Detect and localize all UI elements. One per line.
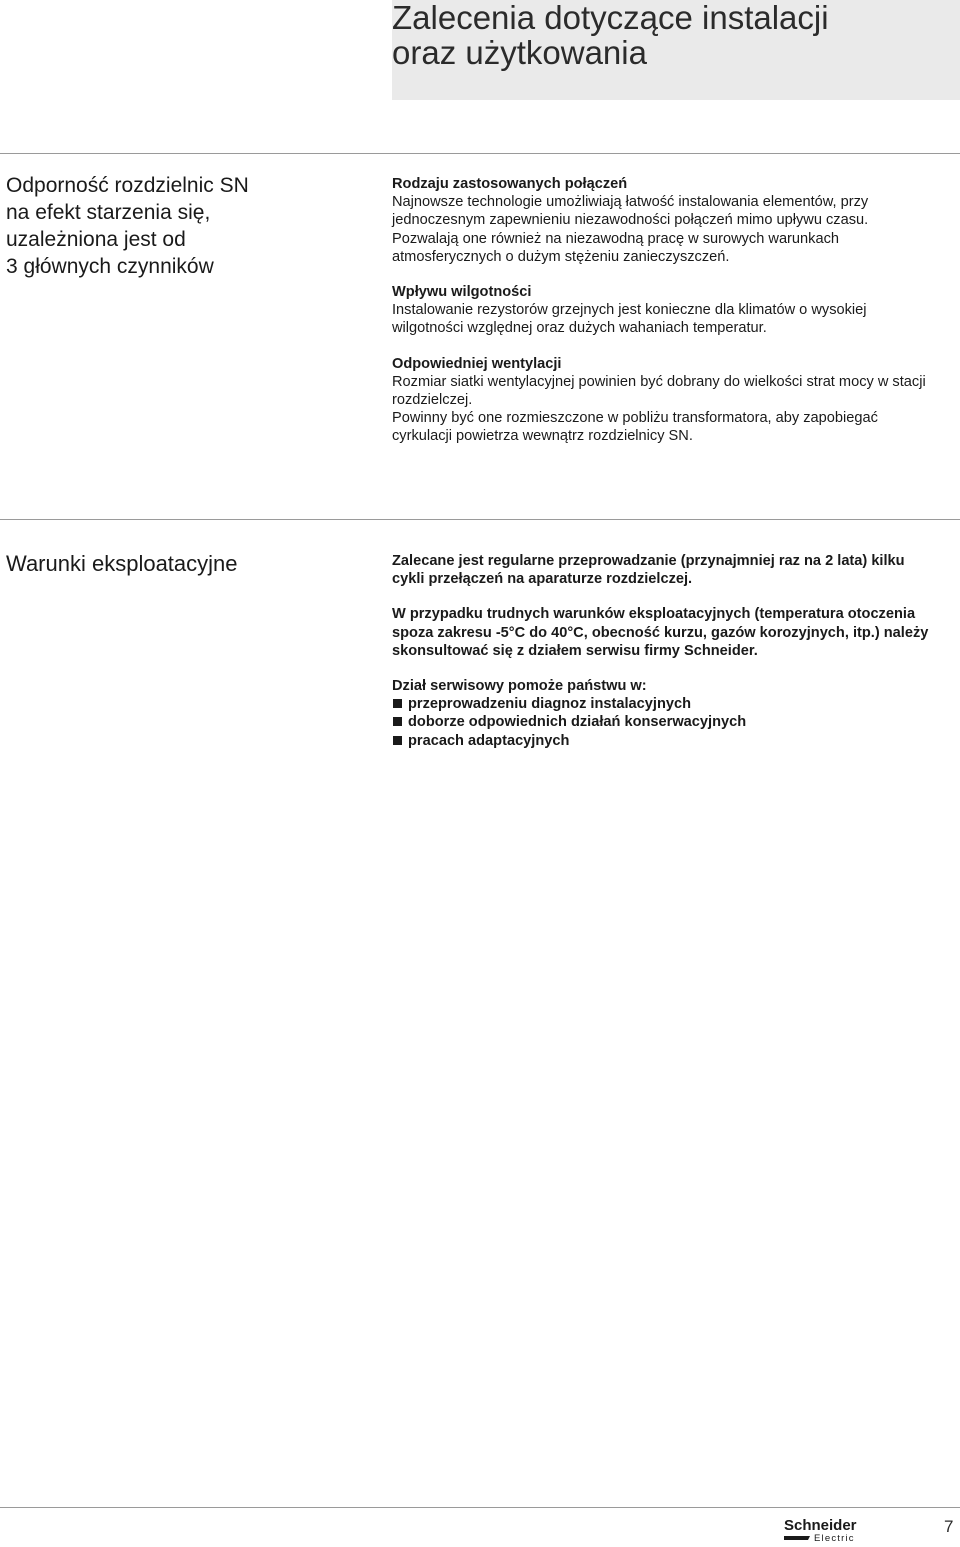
square-bullet-icon [393,699,402,708]
paragraph-line: atmosferycznych o dużym stężeniu zanieczyszczeń. [392,248,730,265]
paragraph-line: Pozwalają one również na niezawodną pracę w surowych warunkach [392,230,839,247]
list-item-label: przeprowadzeniu diagnoz instalacyjnych [408,696,692,713]
section-divider-1 [0,153,960,154]
paragraph-line: Zalecane jest regularne przeprowadzanie (przynajmniej raz na 2 lata) kilku [392,553,905,569]
paragraph-line: rozdzielczej. [392,392,473,409]
paragraph-difficult-conditions [392,605,958,660]
schneider-electric-logo [780,1516,872,1544]
footer-divider [0,1507,960,1508]
page-title [392,0,952,70]
page-title-line-2: oraz użytkowania [392,34,647,71]
paragraph-line: skonsultować się z działem serwisu firmy Schneider. [392,642,758,659]
service-intro: Dział serwisowy pomoże państwu w: [392,678,647,695]
section1-heading-line: Odporność rozdzielnic SN [6,174,249,197]
section1-heading-line: 3 głównych czynników [6,255,214,278]
section1-body [392,175,958,463]
paragraph-line: jednoczesnym zapewnieniu niezawodności połączeń mimo upływu czasu. [392,212,869,229]
paragraph-humidity [392,283,958,338]
paragraph-line: wilgotności względnej oraz dużych wahaniach temperatur. [392,320,767,337]
paragraph-line: Rozmiar siatki wentylacyjnej powinien być dobrany do wielkości strat mocy w stacji [392,373,926,390]
section2-body [392,552,958,767]
list-item [392,713,958,731]
paragraph-line: spoza zakresu -5°C do 40°C, obecność kurzu, gazów korozyjnych, itp.) należy [392,624,929,641]
logo-text-main: Schneider [784,1517,857,1534]
paragraph-lead: Wpływu wilgotności [392,284,532,301]
paragraph-line: Instalowanie rezystorów grzejnych jest konieczne dla klimatów o wysokiej [392,302,867,319]
logo-text-sub: Electric [814,1533,855,1544]
list-item [392,732,958,750]
paragraph-lead: Odpowiedniej wentylacji [392,355,562,372]
service-list [392,695,958,750]
paragraph-connections [392,175,958,266]
list-item-label: doborze odpowiednich działań konserwacyjnych [408,714,747,731]
square-bullet-icon [393,717,402,726]
square-bullet-icon [393,736,402,745]
page-number: 7 [944,1517,954,1536]
page-title-line-1: Zalecenia dotyczące instalacji [392,0,829,36]
service-block [392,677,958,750]
section1-heading-line: uzależniona jest od [6,228,186,251]
section1-heading-line: na efekt starzenia się, [6,201,211,224]
logo-swoosh-icon [784,1536,810,1540]
list-item [392,695,958,713]
paragraph-lead: Rodzaju zastosowanych połączeń [392,176,628,192]
paragraph-line: Powinny być one rozmieszczone w pobliżu transformatora, aby zapobiegać [392,410,878,427]
list-item-label: pracach adaptacyjnych [408,732,570,749]
section-divider-2 [0,519,960,520]
paragraph-switching-cycles [392,552,958,588]
paragraph-line: Najnowsze technologie umożliwiają łatwość instalowania elementów, przy [392,194,869,211]
section2-heading: Warunki eksploatacyjne [6,551,238,576]
paragraph-line: cyrkulacji powietrza wewnątrz rozdzielnicy SN. [392,428,693,445]
paragraph-line: cykli przełączeń na aparaturze rozdzielczej. [392,571,693,588]
paragraph-line: W przypadku trudnych warunków eksploatacyjnych (temperatura otoczenia [392,606,916,623]
section1-heading [6,172,336,280]
paragraph-ventilation [392,355,958,446]
